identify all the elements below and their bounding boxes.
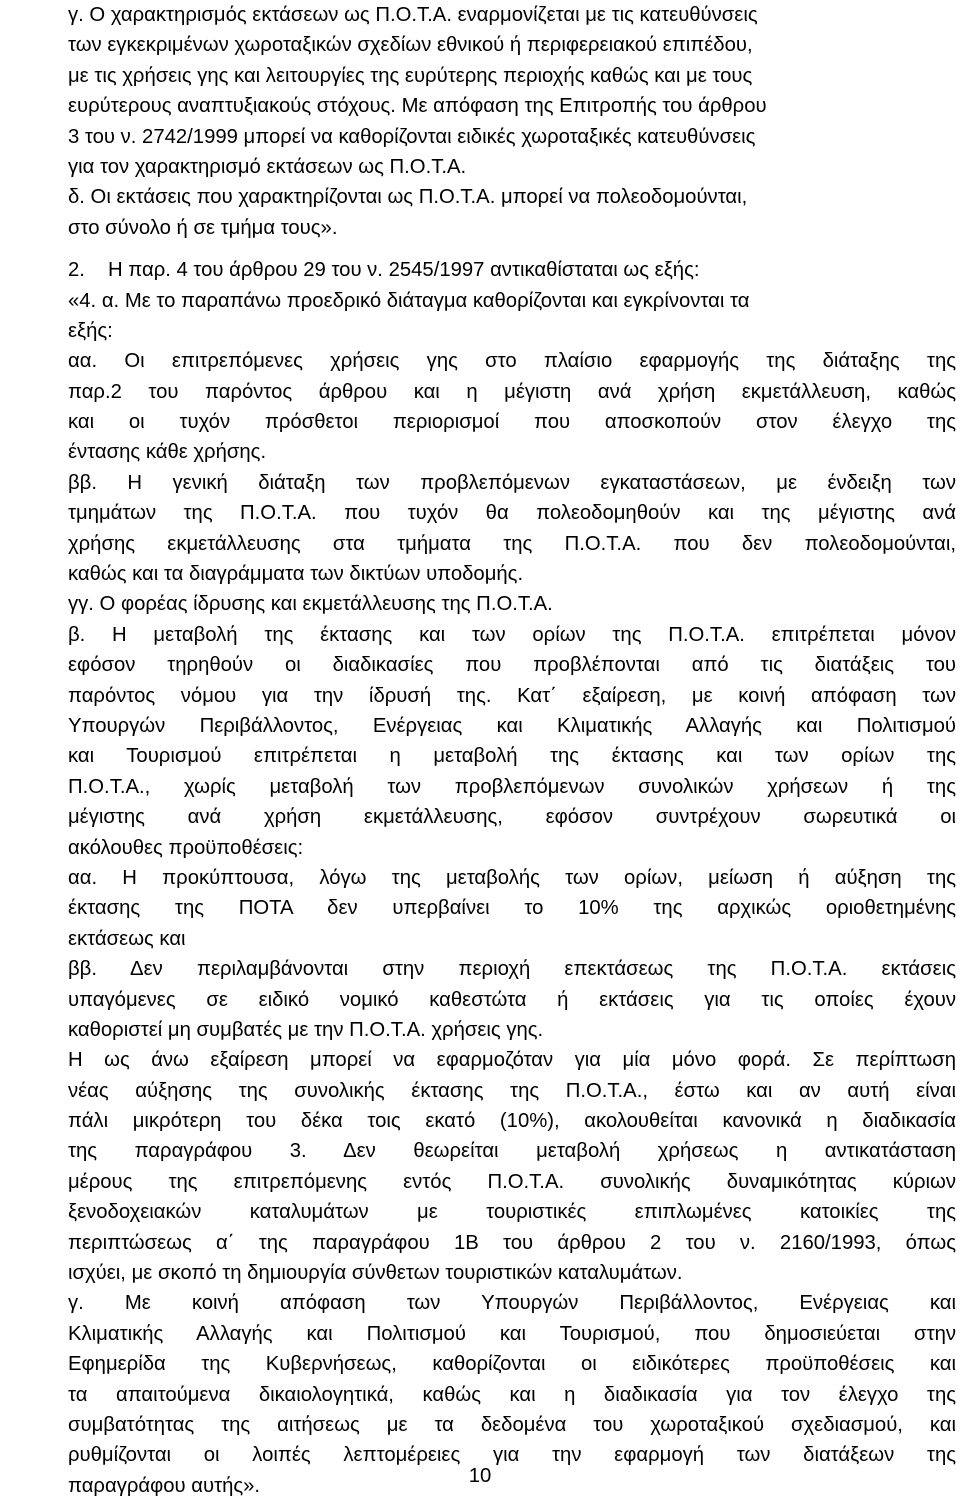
text-line: εξής: — [68, 319, 113, 342]
text-line: καθοριστεί μη συμβατές με την Π.Ο.Τ.Α. χρήσεις γης. — [68, 1018, 544, 1041]
text-line: των εγκεκριμένων χωροταξικών σχεδίων εθνικού ή περιφερειακού επιπέδου, — [68, 34, 753, 57]
text-line: πάλι μικρότερη του δέκα τοις εκατό (10%), ακολουθείται κανονικά η διαδικασία — [68, 1110, 956, 1133]
page-number: 10 — [468, 1465, 492, 1487]
text-line: ευρύτερους αναπτυξιακούς στόχους. Με απόφαση της Επιτροπής του άρθρου — [68, 95, 767, 118]
text-line: ισχύει, με σκοπό τη δημιουργία σύνθετων τουριστικών καταλυμάτων. — [68, 1262, 683, 1285]
text-line: της παραγράφου 3. Δεν θεωρείται μεταβολή χρήσεως η αντικατάσταση — [68, 1140, 956, 1163]
text-line: αα. Οι επιτρεπόμενες χρήσεις γης στο πλαίσιο εφαρμογής της διάταξης της — [68, 350, 956, 373]
text-line: και Τουρισμού επιτρέπεται η μεταβολή της έκτασης και των ορίων της — [68, 745, 956, 768]
text-line: νέας αύξησης της συνολικής έκτασης της Π.Ο.Τ.Α., έστω και αν αυτή είναι — [68, 1079, 956, 1102]
text-line: εκτάσεως και — [68, 927, 186, 950]
text-line: β. Η μεταβολή της έκτασης και των ορίων της Π.Ο.Τ.Α. επιτρέπεται μόνον — [68, 623, 956, 646]
text-line: Εφημερίδα της Κυβερνήσεως, καθορίζονται οι ειδικότερες προϋποθέσεις και — [68, 1353, 956, 1376]
text-line: Κλιματικής Αλλαγής και Πολιτισμού και Τουρισμού, που δημοσιεύεται στην — [68, 1322, 956, 1345]
text-line: γ. Ο χαρακτηρισμός εκτάσεων ως Π.Ο.Τ.Α. εναρμονίζεται με τις κατευθύνσεις — [68, 4, 758, 26]
text-line: Η ως άνω εξαίρεση μπορεί να εφαρμοζόταν για μία μόνο φορά. Σε περίπτωση — [68, 1049, 956, 1072]
text-line: μέρους της επιτρεπόμενης εντός Π.Ο.Τ.Α. συνολικής δυναμικότητας κύριων — [68, 1170, 956, 1193]
text-line: Υπουργών Περιβάλλοντος, Ενέργειας και Κλιματικής Αλλαγής και Πολιτισμού — [68, 714, 956, 737]
text-line: ρυθμίζονται οι λοιπές λεπτομέρειες για την εφαρμογή των διατάξεων της — [68, 1444, 956, 1467]
paragraph-2-lead-line — [68, 255, 956, 285]
text-line: ββ. Δεν περιλαμβάνονται στην περιοχή επεκτάσεως της Π.Ο.Τ.Α. εκτάσεις — [68, 958, 956, 981]
paragraph-2-body — [68, 286, 956, 1502]
text-line: μέγιστης ανά χρήση εκμετάλλευσης, εφόσον συντρέχουν σωρευτικά οι — [68, 806, 956, 829]
text-line: «4. α. Με το παραπάνω προεδρικό διάταγμα καθορίζονται και εγκρίνονται τα — [68, 289, 750, 312]
text-line: γγ. Ο φορέας ίδρυσης και εκμετάλλευσης της Π.Ο.Τ.Α. — [68, 593, 553, 616]
paragraph-1-continuation — [68, 0, 956, 243]
text-line: έκτασης της ΠΟΤΑ δεν υπερβαίνει το 10% της αρχικώς οριοθετημένης — [68, 897, 956, 920]
paragraph-2-number: 2. — [68, 259, 85, 282]
paragraph-2-lead-text: Η παρ. 4 του άρθρου 29 του ν. 2545/1997 αντικαθίσταται ως εξής: — [108, 259, 700, 282]
paragraph-gap — [68, 243, 956, 255]
text-line: τα απαιτούμενα δικαιολογητικά, καθώς και η διαδικασία για τον έλεγχο της — [68, 1383, 956, 1406]
text-line: έντασης κάθε χρήσης. — [68, 441, 267, 464]
text-line: αα. Η προκύπτουσα, λόγω της μεταβολής των ορίων, μείωση ή αύξηση της — [68, 866, 956, 889]
text-line: παραγράφου αυτής». — [68, 1474, 261, 1497]
text-line: παρόντος νόμου για την ίδρυσή της. Κατ΄ εξαίρεση, με κοινή απόφαση των — [68, 684, 956, 707]
text-line: γ. Με κοινή απόφαση των Υπουργών Περιβάλλοντος, Ενέργειας και — [68, 1292, 956, 1315]
document-page — [68, 0, 956, 1501]
text-line: χρήσης εκμετάλλευσης στα τμήματα της Π.Ο.Τ.Α. που δεν πολεοδομούνται, — [68, 532, 956, 555]
text-line: στο σύνολο ή σε τμήμα τους». — [68, 216, 338, 239]
text-line: με τις χρήσεις γης και λειτουργίες της ευρύτερης περιοχής καθώς και με τους — [68, 64, 753, 87]
text-line: ξενοδοχειακών καταλυμάτων με τουριστικές επιπλωμένες κατοικίες της — [68, 1201, 956, 1224]
text-line: Π.Ο.Τ.Α., χωρίς μεταβολή των προβλεπόμενων συνολικών χρήσεων ή της — [68, 775, 956, 798]
text-line: περιπτώσεως α΄ της παραγράφου 1Β του άρθρου 2 του ν. 2160/1993, όπως — [68, 1231, 956, 1254]
text-line: υπαγόμενες σε ειδικό νομικό καθεστώτα ή εκτάσεις για τις οποίες έχουν — [68, 988, 956, 1011]
text-line: δ. Οι εκτάσεις που χαρακτηρίζονται ως Π.Ο.Τ.Α. μπορεί να πολεοδομούνται, — [68, 186, 748, 209]
text-line: και οι τυχόν πρόσθετοι περιορισμοί που αποσκοπούν στον έλεγχο της — [68, 411, 956, 434]
text-line: τμημάτων της Π.Ο.Τ.Α. που τυχόν θα πολεοδομηθούν και της μέγιστης ανά — [68, 502, 956, 525]
text-line: εφόσον τηρηθούν οι διαδικασίες που προβλέπονται από τις διατάξεις του — [68, 654, 956, 677]
text-line: για τον χαρακτηρισμό εκτάσεων ως Π.Ο.Τ.Α. — [68, 155, 467, 178]
text-line: παρ.2 του παρόντος άρθρου και η μέγιστη ανά χρήση εκμετάλλευση, καθώς — [68, 380, 956, 403]
text-line: ακόλουθες προϋποθέσεις: — [68, 836, 304, 859]
text-line: ββ. Η γενική διάταξη των προβλεπόμενων εγκαταστάσεων, με ένδειξη των — [68, 471, 956, 494]
text-line: καθώς και τα διαγράμματα των δικτύων υποδομής. — [68, 563, 524, 586]
text-line: 3 του ν. 2742/1999 μπορεί να καθορίζονται ειδικές χωροταξικές κατευθύνσεις — [68, 125, 756, 148]
text-line: συμβατότητας της αιτήσεως με τα δεδομένα του χωροταξικού σχεδιασμού, και — [68, 1413, 956, 1436]
